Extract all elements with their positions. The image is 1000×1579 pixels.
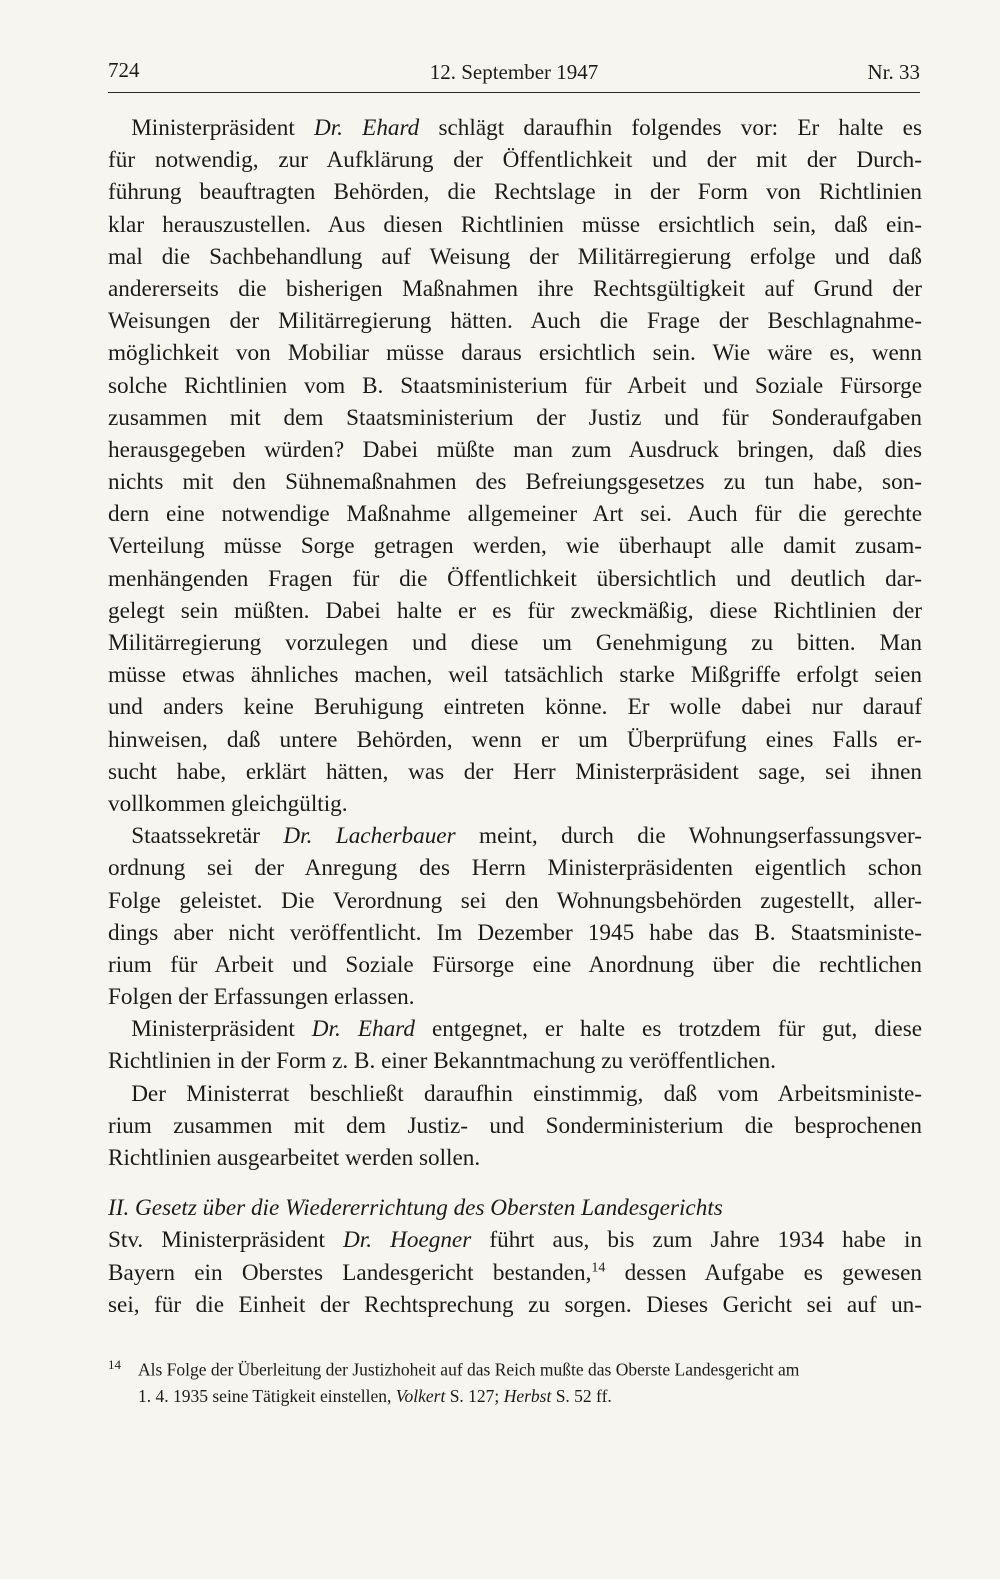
- footnote-text: Als Folge der Überleitung der Justizhoheit auf das Reich mußte das Oberste Landesgericht am: [138, 1359, 800, 1380]
- text-line: Richtlinien in der Form z. B. einer Bekanntmachung zu veröffentlichen.: [108, 1048, 776, 1075]
- header-date: 12. September 1947: [429, 60, 599, 84]
- text-run: Stv. Ministerpräsident: [108, 1227, 344, 1254]
- footnote-marker: 14: [108, 1357, 121, 1372]
- text-line: Verteilung müsse Sorge getragen werden, wie überhaupt alle damit zusam-: [108, 533, 922, 560]
- text-line: [108, 1013, 922, 1045]
- text-line: dern eine notwendige Maßnahme allgemeiner Art sei. Auch für die gerechte: [108, 501, 922, 528]
- text-line: möglichkeit von Mobiliar müsse daraus ersichtlich sein. Wie wäre es, wenn: [108, 340, 922, 367]
- footnote-line: [108, 1352, 922, 1383]
- body-text: [108, 112, 922, 1321]
- paragraph-decision: [108, 1078, 922, 1175]
- running-header: [108, 56, 920, 93]
- text-line: gelegt sein müßten. Dabei halte er es für zweckmäßig, diese Richtlinien der: [108, 597, 922, 624]
- footnote-text: S. 52 ff.: [551, 1385, 612, 1406]
- text-run: meint, durch die Wohnungserfassungsver-: [455, 823, 922, 850]
- text-run: Staatssekretär: [131, 823, 284, 850]
- text-line: zusammen mit dem Staatsministerium der Justiz und für Sonderaufgaben: [108, 404, 922, 431]
- text-run: führt aus, bis zum Jahre 1934 habe in: [471, 1227, 922, 1254]
- text-line: [108, 1224, 922, 1256]
- text-line: für notwendig, zur Aufklärung der Öffentlichkeit und der mit der Durch-: [108, 147, 922, 174]
- text-line: nichts mit den Sühnemaßnahmen des Befreiungsgesetzes zu tun habe, son-: [108, 469, 922, 496]
- paragraph-hoegner: [108, 1224, 922, 1321]
- footnote-reference[interactable]: 14: [591, 1260, 606, 1276]
- footnote-text: S. 127;: [445, 1385, 504, 1406]
- citation-author: Herbst: [503, 1385, 552, 1406]
- speaker-name: Dr. Hoegner: [343, 1227, 472, 1254]
- text-line: Richtlinien ausgearbeitet werden sollen.: [108, 1145, 481, 1171]
- text-line: dings aber nicht veröffentlicht. Im Dezember 1945 habe das B. Staatsministe-: [108, 919, 922, 946]
- text-run: Der Ministerrat beschließt daraufhin einstimmig, daß vom Arbeitsministe-: [131, 1080, 922, 1107]
- text-line: rium zusammen mit dem Justiz- und Sonderministerium die besprochenen: [108, 1112, 922, 1139]
- paragraph-ehard-proposal: [108, 112, 922, 820]
- text-line: mal die Sachbehandlung auf Weisung der Militärregierung erfolge und daß: [108, 243, 922, 270]
- paragraph-lacherbauer: [108, 820, 922, 1013]
- text-line: hinweisen, daß untere Behörden, wenn er um Überprüfung eines Falls er-: [108, 726, 922, 753]
- text-line: solche Richtlinien vom B. Staatsministerium für Arbeit und Soziale Fürsorge: [108, 372, 922, 399]
- text-line: ordnung sei der Anregung des Herrn Ministerpräsidenten eigentlich schon: [108, 855, 922, 882]
- text-line: müsse etwas ähnliches machen, weil tatsächlich starke Mißgriffe erfolgt seien: [108, 662, 922, 689]
- text-line: sei, für die Einheit der Rechtsprechung zu sorgen. Dieses Gericht sei auf un-: [108, 1291, 922, 1318]
- text-run: Ministerpräsident: [131, 115, 314, 141]
- text-line: rium für Arbeit und Soziale Fürsorge eine Anordnung über die rechtlichen: [108, 951, 922, 978]
- text-line: [108, 112, 922, 144]
- text-line: führung beauftragten Behörden, die Rechtslage in der Form von Richtlinien: [108, 179, 922, 206]
- text-line: und anders keine Beruhigung eintreten könne. Er wolle dabei nur darauf: [108, 694, 922, 721]
- text-run: Ministerpräsident: [131, 1016, 312, 1043]
- footnote-area: [108, 1352, 922, 1409]
- speaker-name: Dr. Ehard: [313, 115, 420, 141]
- text-line: Weisungen der Militärregierung hätten. Auch die Frage der Beschlagnahme-: [108, 308, 922, 335]
- text-line: Militärregierung vorzulegen und diese um Genehmigung zu bitten. Man: [108, 630, 922, 656]
- text-line: [108, 1257, 922, 1289]
- issue-number: Nr. 33: [867, 60, 920, 84]
- text-line: klar herauszustellen. Aus diesen Richtlinien müsse ersichtlich sein, daß ein-: [108, 211, 922, 238]
- speaker-name: Dr. Ehard: [311, 1016, 415, 1043]
- text-line: Folgen der Erfassungen erlassen.: [108, 984, 415, 1011]
- text-run: dessen Aufgabe es gewesen: [605, 1259, 922, 1286]
- speaker-name: Dr. Lacherbauer: [283, 823, 456, 850]
- text-run: Bayern ein Oberstes Landesgericht bestanden,: [108, 1259, 592, 1286]
- text-run: entgegnet, er halte es trotzdem für gut, diese: [414, 1016, 923, 1043]
- footnote-line: [108, 1383, 922, 1409]
- section-heading: II. Gesetz über die Wiedererrichtung des Obersten Landesgerichts: [108, 1195, 723, 1222]
- text-line: [108, 820, 922, 852]
- text-line: Folge geleistet. Die Verordnung sei den Wohnungsbehörden zugestellt, aller-: [108, 887, 922, 914]
- text-line: herausgegeben würden? Dabei müßte man zum Ausdruck bringen, daß dies: [108, 436, 922, 463]
- text-line: andererseits die bisherigen Maßnahmen ihre Rechtsgültigkeit auf Grund der: [108, 275, 922, 302]
- page-number: 724: [108, 58, 140, 82]
- text-line: sucht habe, erklärt hätten, was der Herr Ministerpräsident sage, sei ihnen: [108, 758, 922, 785]
- text-line: vollkommen gleichgültig.: [108, 790, 348, 817]
- section-spacer: [108, 1174, 922, 1192]
- text-line: [108, 1078, 922, 1110]
- text-line: menhängenden Fragen für die Öffentlichkeit übersichtlich und deutlich dar-: [108, 565, 922, 592]
- text-run: schlägt daraufhin folgendes vor: Er halte es: [419, 115, 922, 141]
- footnote-text: 1. 4. 1935 seine Tätigkeit einstellen,: [138, 1385, 396, 1406]
- citation-author: Volkert: [395, 1385, 446, 1406]
- paragraph-ehard-reply: [108, 1013, 922, 1077]
